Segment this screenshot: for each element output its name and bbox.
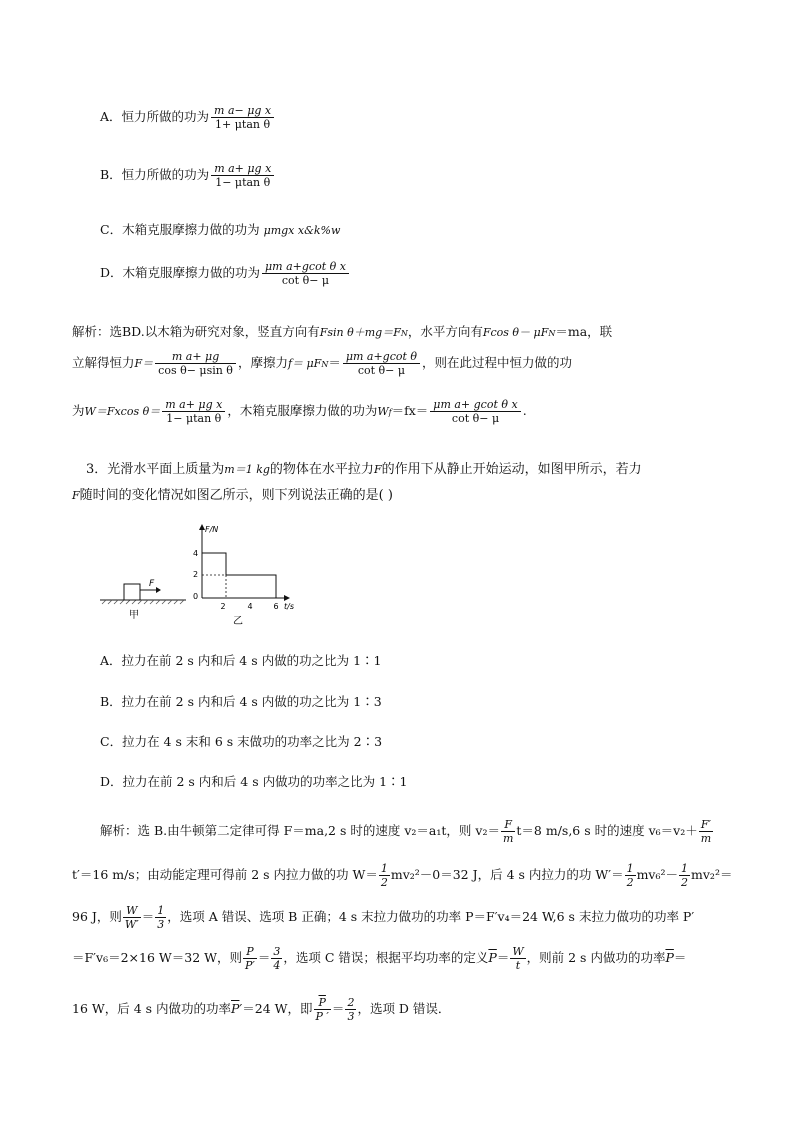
q3-analysis-line-5: 16 W，后 4 s 内做功的功率$\overline{P}'=24$ W，即 $\frac{\overline{P}}{P '}$ ＝ $\frac{2}{3}$ ，选项 D 错误．: [72, 996, 451, 1023]
y-tick-0: 0: [193, 592, 199, 601]
x-tick-6: 6: [273, 602, 279, 611]
ground-hatch: [102, 600, 184, 604]
label-jia: 甲: [129, 610, 139, 621]
option-c: [100, 220, 340, 238]
x-tick-4: 4: [247, 602, 253, 611]
q3-analysis-line-4: ＝F′v₆＝2×16 W＝32 W，则 $\frac{P}{P'}$ ＝ $\frac{3}{4}$ ，选项 C 错误；根据平均功率的定义$\overline{P}=$ $\frac{W}{t}$ ，则前 2 s 内做功的功率$\overline{P}=$: [72, 945, 687, 972]
y-tick-2: 2: [193, 570, 199, 579]
force-step-line: [202, 553, 276, 598]
q3-option-c: C．拉力在 4 s 末和 6 s 末做功的功率之比为 2∶3: [100, 734, 383, 749]
option-b-fraction: $\frac{\text{m a+ μg x}}{\text{1− μtan θ}}$: [211, 162, 274, 189]
q3-analysis-line-1: 解析：选 B.由牛顿第二定律可得 F＝ma,2 s 时的速度 v₂＝a₁t，则 v₂＝ $\frac{F}{m}$ t＝8 m/s,6 s 时的速度 v₆＝v₂＋ $\frac{F'}{m}$: [100, 818, 712, 845]
question-3-figure: [96, 520, 316, 630]
x-tick-2: 2: [220, 602, 226, 611]
question-3-stem-line-1: 3．光滑水平面上质量为m＝1 kg的物体在水平拉力F的作用下从静止开始运动，如图甲所示，若力: [86, 462, 642, 477]
force-label: F: [149, 579, 155, 589]
option-d-text: D．木箱克服摩擦力做的功为: [100, 265, 261, 280]
option-a-fraction: $\frac{\text{m a− μg x}}{\text{1+ μtan θ}}$: [211, 104, 274, 131]
q3-analysis-line-3: 96 J，则 $\frac{W}{W'}$ ＝ $\frac{1}{3}$ ，选项 A 错误、选项 B 正确；4 s 末拉力做功的功率 P＝F′v₄＝24 W,6 s 末拉力做功的功率 P′: [72, 904, 695, 931]
option-d-fraction: $\frac{\text{μm a+gcot θ x}}{\text{cot θ− μ}}$: [262, 260, 349, 287]
q3-option-d: D．拉力在前 2 s 内和后 4 s 内做功的功率之比为 1∶1: [100, 774, 408, 789]
box: [124, 584, 140, 600]
q3-analysis-line-2: t′＝16 m/s；由动能定理可得前 2 s 内拉力做的功 W＝ $\frac{1}{2}$ mv₂²－0＝32 J，后 4 s 内拉力的功 W′＝ $\frac{1}{2}$ mv₆²－ $\frac{1}{2}$ mv₂²＝: [72, 862, 733, 889]
option-a-text: A．恒力所做的功为: [100, 109, 210, 124]
analysis-1-line-3: 为W＝Fxcos θ＝ $\frac{\text{m a+ μg x}}{\text{1− μtan θ}}$ ，木箱克服摩擦力做的功为Wf＝fx＝ $\frac{\text{μm a+ gcot θ x}}{\text{cot θ− μ}}$ .: [72, 398, 527, 425]
q3-option-b: B．拉力在前 2 s 内和后 4 s 内做的功之比为 1∶3: [100, 694, 382, 709]
question-3-stem-line-2: F随时间的变化情况如图乙所示，则下列说法正确的是( ): [72, 488, 393, 503]
analysis-1-line-1: 解析：选BD.以木箱为研究对象，竖直方向有Fsin θ＋mg＝FN，水平方向有Fcos θ－ μFN＝ma，联: [72, 324, 613, 339]
label-yi: 乙: [233, 616, 243, 627]
force-arrowhead: [156, 587, 161, 593]
y-axis-label: F/N: [205, 525, 219, 534]
option-b: [100, 162, 276, 189]
analysis-1-line-2: 立解得恒力F＝ $\frac{\text{m a+ μg}}{\text{cos θ− μsin θ}}$ ，摩擦力f＝ μFN＝ $\frac{\text{μm a+gcot θ}}{\text{cot θ− μ}}$ ，则在此过程中恒力做的功: [72, 350, 573, 377]
option-b-text: B．恒力所做的功为: [100, 167, 210, 182]
y-tick-4: 4: [193, 549, 199, 558]
option-d: [100, 260, 351, 287]
option-c-text: C．木箱克服摩擦力做的功为: [100, 222, 260, 237]
option-c-formula: μmgx x&k%w: [263, 224, 341, 237]
option-a: [100, 104, 276, 131]
q3-option-a: A．拉力在前 2 s 内和后 4 s 内做的功之比为 1∶1: [100, 653, 382, 668]
x-axis-label: t/s: [284, 602, 294, 611]
x-axis-arrowhead: [284, 595, 290, 601]
